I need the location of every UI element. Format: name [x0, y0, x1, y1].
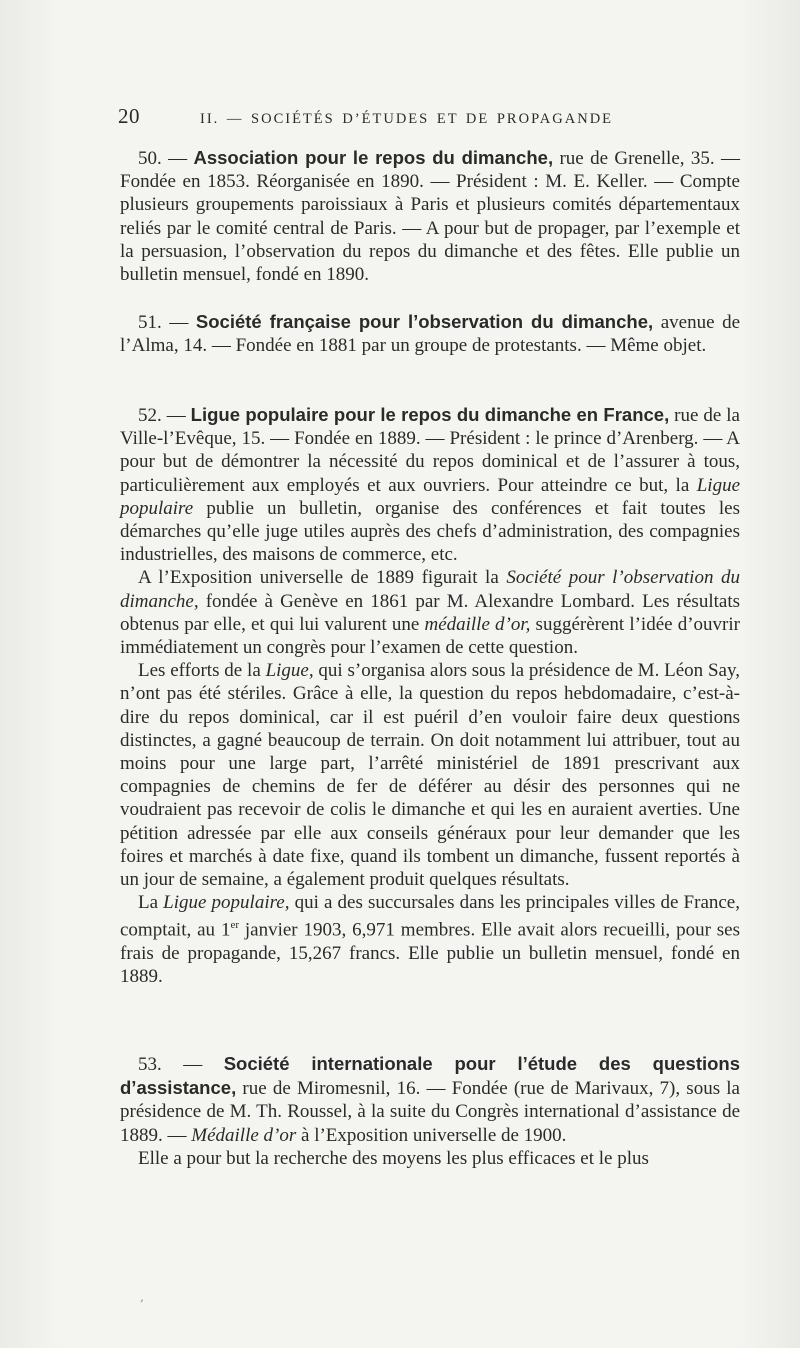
paragraph-text: qui a des succursales dans les principales villes de France, comptait, au 1 [120, 892, 740, 941]
paragraph [120, 659, 740, 891]
entry-body: rue de Miromesnil, 16. — Fondée (rue de Marivaux, 7), sous la présidence de M. Th. Roussel, à la suite du Congrès international d’assistance de 1889. — [120, 1078, 740, 1146]
entry-number: 51. — [138, 312, 189, 333]
entry-body: publie un bulletin, organise des conférences et fait toutes les démarches qu’elle juge utiles auprès des chefs d’administration, des compagnies industrielles, des maisons de commerce, etc. [120, 497, 740, 566]
paragraph [120, 1147, 740, 1170]
paragraph [120, 891, 740, 988]
entry-number: 50. — [138, 148, 188, 169]
entry-50 [120, 146, 740, 286]
paragraph-text: suggérèrent l’idée d’ouvrir immédiatement un congrès pour l’examen de cette question. [120, 613, 740, 659]
paragraph-text: Elle a pour but la recherche des moyens les plus efficaces et le plus [138, 1147, 649, 1169]
entry-51 [120, 310, 740, 357]
chapter-title: II. — SOCIÉTÉS D’ÉTUDES ET DE PROPAGANDE [200, 111, 614, 127]
paragraph-text: fondée à Genève en 1861 par M. Alexandre Lombard. Les résultats obtenus par elle, et qui lui valurent une [120, 590, 740, 635]
entry-52 [120, 403, 740, 988]
paragraph-italic: Société pour l’observation du dimanche, [120, 567, 740, 612]
entry-title: Ligue populaire pour le repos du dimanche en France, [190, 404, 670, 425]
paragraph-italic: médaille d’or, [424, 613, 531, 635]
entry-number: 53. — [138, 1054, 203, 1075]
paragraph-italic: Ligue populaire, [163, 892, 290, 914]
entry-body: avenue de l’Alma, 14. — Fondée en 1881 par un groupe de protestants. — Même objet. [120, 312, 741, 357]
entry-53 [120, 1052, 740, 1170]
entry-body: rue de la Ville-l’Evêque, 15. — Fondée en 1889. — Président : le prince d’Arenberg. — A pour but de démontrer la nécessité du repos dominical et de l’assurer à tous, particulièrement aux employés et aux ouvriers. Pour atteindre ce but, la [120, 405, 740, 496]
entry-italic: Médaille d’or [191, 1124, 297, 1146]
entry-number: 52. — [138, 405, 186, 426]
entry-title: Association pour le repos du dimanche, [193, 147, 554, 168]
entry-body: à l’Exposition universelle de 1900. [296, 1124, 567, 1146]
entry-title: Société française pour l’observation du dimanche, [195, 311, 654, 332]
paragraph-italic: Ligue, [265, 660, 314, 682]
superscript: er [230, 919, 239, 932]
page-number: 20 [118, 104, 140, 128]
entry-body: rue de Grenelle, 35. — Fondée en 1853. Réorganisée en 1890. — Président : M. E. Keller. — Compte plusieurs groupements paroissiaux à Paris et plusieurs comités départementaux reliés par le comité central de Paris. — A pour but de propager, par l’exemple et la persuasion, l’observation du repos du dimanche et des fêtes. Elle publie un bulletin mensuel, fondé en 1890. [120, 148, 740, 286]
entry-title: Société internationale pour l’étude des questions d’assistance, [120, 1053, 741, 1099]
paragraph-text: janvier 1903, 6,971 membres. Elle avait alors recueilli, pour ses frais de propagande, 15,267 francs. Elle publie un bulletin mensuel, fondé en 1889. [120, 919, 741, 988]
paragraph-text: La [138, 892, 164, 914]
paragraph [120, 566, 740, 659]
page-speck: ‚ [140, 1290, 144, 1304]
running-header [118, 104, 678, 129]
entry-italic: Ligue populaire [120, 474, 740, 519]
paragraph-text: qui s’organisa alors sous la présidence de M. Léon Say, n’ont pas été stériles. Grâce à elle, la question du repos hebdomadaire, c’est-à-dire du repos dominical, car il est puéril d’en vouloir faire deux questions distinctes, a gagné beaucoup de terrain. On doit notamment lui attribuer, tout au moins pour une large part, l’arrêté ministériel de 1891 prescrivant aux compagnies de chemins de fer de déférer au désir des personnes qui ne voudraient pas recevoir de colis le dimanche et qui les en auraient averties. Une pétition adressée par elle aux conseils généraux pour leur demander que les foires et marchés à date fixe, quand ils tombent un dimanche, fussent reportés à un jour de semaine, a également produit quelques résultats. [120, 660, 740, 891]
paragraph-text: Les efforts de la [138, 660, 266, 682]
paragraph-text: A l’Exposition universelle de 1889 figurait la [138, 567, 507, 589]
